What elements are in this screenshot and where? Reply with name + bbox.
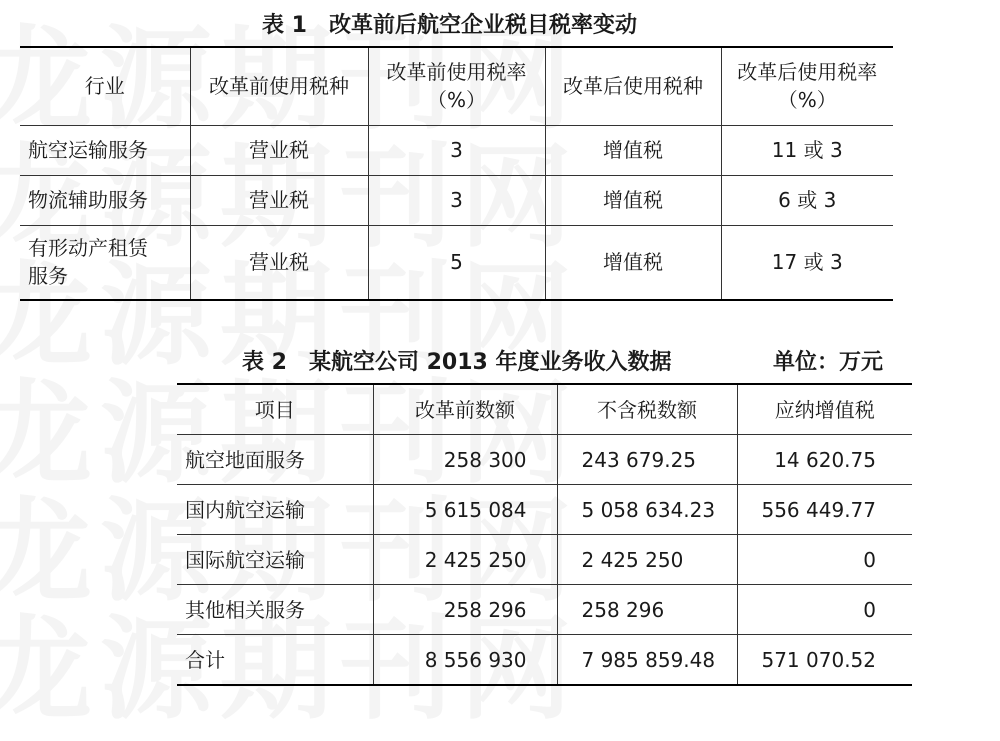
table-cell: 3 xyxy=(368,125,545,175)
table-cell: 11 或 3 xyxy=(721,125,893,175)
table1-header-row xyxy=(20,47,893,125)
table-cell: 有形动产租赁服务 xyxy=(20,225,190,300)
table-row xyxy=(177,435,912,485)
table-cell: 8 556 930 xyxy=(373,635,557,686)
table2 xyxy=(177,383,912,686)
table-row xyxy=(177,585,912,635)
table-cell: 2 425 250 xyxy=(373,535,557,585)
table1-header-cell: 改革前使用税率（%） xyxy=(368,47,545,125)
table1-header-cell: 改革前使用税种 xyxy=(190,47,368,125)
table-cell: 258 296 xyxy=(373,585,557,635)
table-cell: 571 070.52 xyxy=(737,635,912,686)
table-cell: 6 或 3 xyxy=(721,175,893,225)
table-row xyxy=(177,635,912,686)
table-cell: 其他相关服务 xyxy=(177,585,373,635)
table1-header-cell: 改革后使用税率（%） xyxy=(721,47,893,125)
table-cell: 0 xyxy=(737,535,912,585)
table-cell: 5 xyxy=(368,225,545,300)
table-cell: 243 679.25 xyxy=(557,435,737,485)
table-cell: 增值税 xyxy=(545,225,721,300)
table-row xyxy=(20,225,893,300)
table-row xyxy=(177,485,912,535)
table-cell: 营业税 xyxy=(190,225,368,300)
table-cell: 合计 xyxy=(177,635,373,686)
table-cell: 国内航空运输 xyxy=(177,485,373,535)
table-cell: 5 615 084 xyxy=(373,485,557,535)
table1-header-cell: 改革后使用税种 xyxy=(545,47,721,125)
table2-header-cell: 应纳增值税 xyxy=(737,384,912,435)
table-cell: 营业税 xyxy=(190,125,368,175)
table2-unit: 单位：万元 xyxy=(773,350,884,375)
table2-caption: 表 2 某航空公司 2013 年度业务收入数据 xyxy=(242,350,672,375)
table-cell: 258 296 xyxy=(557,585,737,635)
table-cell: 航空运输服务 xyxy=(20,125,190,175)
table-cell: 航空地面服务 xyxy=(177,435,373,485)
table-cell: 营业税 xyxy=(190,175,368,225)
table2-header-cell: 项目 xyxy=(177,384,373,435)
table1-caption: 表 1 改革前后航空企业税目税率变动 xyxy=(262,13,637,38)
table-cell: 增值税 xyxy=(545,125,721,175)
table-cell: 556 449.77 xyxy=(737,485,912,535)
table2-header-cell: 改革前数额 xyxy=(373,384,557,435)
table-row xyxy=(20,175,893,225)
table-cell: 3 xyxy=(368,175,545,225)
table-cell: 2 425 250 xyxy=(557,535,737,585)
table-cell: 5 058 634.23 xyxy=(557,485,737,535)
table-cell: 国际航空运输 xyxy=(177,535,373,585)
table-cell: 258 300 xyxy=(373,435,557,485)
table-cell: 0 xyxy=(737,585,912,635)
table1-header-cell: 行业 xyxy=(20,47,190,125)
table-cell: 14 620.75 xyxy=(737,435,912,485)
table-cell: 增值税 xyxy=(545,175,721,225)
table2-header-cell: 不含税数额 xyxy=(557,384,737,435)
table-row xyxy=(177,535,912,585)
table2-header-row xyxy=(177,384,912,435)
table-cell: 7 985 859.48 xyxy=(557,635,737,686)
table-row xyxy=(20,125,893,175)
table1 xyxy=(20,46,893,301)
table-cell: 物流辅助服务 xyxy=(20,175,190,225)
table-cell: 17 或 3 xyxy=(721,225,893,300)
